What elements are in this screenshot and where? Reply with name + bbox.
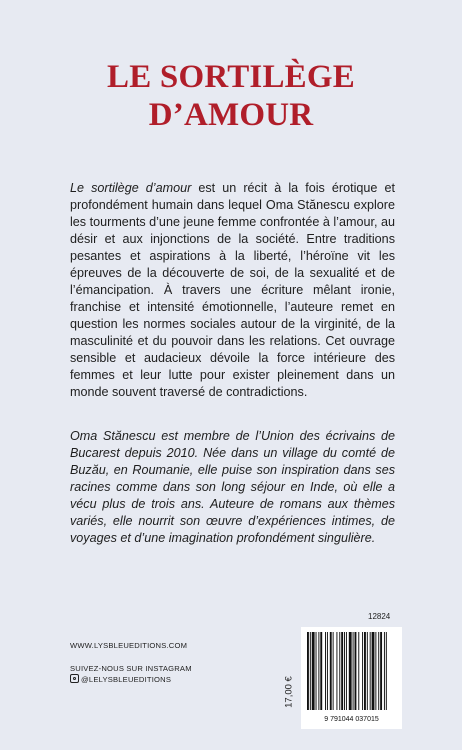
barcode-bar xyxy=(333,632,334,710)
barcode-bar xyxy=(375,632,376,710)
publisher-footer xyxy=(70,640,192,685)
barcode-bar xyxy=(353,632,354,710)
barcode-bar xyxy=(341,632,343,710)
author-bio: Oma Stănescu est membre de l’Union des écrivains de Bucarest depuis 2010. Née dans un village du comté de Buzău, en Roumanie, elle puise son inspiration dans ses racines comme dans son long séjour en Inde, où elle a vécu plus de trois ans. Auteure de romans aux thèmes variés, elle nourrit son œuvre d’expériences intimes, de voyages et d’une imagination profondément singulière. xyxy=(70,429,395,545)
synopsis-paragraph xyxy=(70,180,395,401)
title-line-1: LE SORTILÈGE xyxy=(107,59,355,95)
price-text: 17,00 € xyxy=(283,676,295,708)
barcode-bar xyxy=(380,632,382,710)
barcode-bar xyxy=(310,632,311,710)
synopsis-italic-title: Le sortilège d’amour xyxy=(70,181,192,195)
barcode-bar xyxy=(344,632,345,710)
synopsis-text: est un récit à la fois érotique et profondément humain dans lequel Oma Stănescu explore les tourments d’une jeune femme confrontée à l’amour, au désir et aux injonctions de la société. Entre traditions pesantes et aspirations à la liberté, l’héroïne vit les épreuves de la découverte de soi, de la sexualité et de l’émancipation. À travers une écriture mêlant ironie, franchise et intensité émotionnelle, l’auteure remet en question les normes sociales autour de la virginité, de la masculinité et du pouvoir dans les relations. Cet ouvrage sensible et audacieux dévoile la force intérieure des femmes et leur lutte pour exister pleinement dans un monde souvent traversé de contradictions. xyxy=(70,181,395,399)
barcode-bar xyxy=(349,632,352,710)
barcode-digits: 9 791044 037015 xyxy=(324,716,379,723)
barcode-graphic xyxy=(301,627,402,729)
barcode-bar xyxy=(384,632,385,710)
barcode-bar xyxy=(339,632,340,710)
product-code: 12824 xyxy=(368,612,391,621)
barcode-bar xyxy=(372,632,375,710)
barcode-bar xyxy=(358,632,359,710)
barcode-bar xyxy=(325,632,326,710)
barcode-bar xyxy=(336,632,337,710)
barcode-bar xyxy=(367,632,368,710)
barcode-bar xyxy=(312,632,315,710)
website-link[interactable]: WWW.LYSBLEUEDITIONS.COM xyxy=(70,641,188,650)
title-line-2: D’AMOUR xyxy=(148,97,314,133)
barcode-bar xyxy=(355,632,357,710)
barcode-bar xyxy=(318,632,319,710)
barcode-bar xyxy=(364,632,366,710)
barcode-bar xyxy=(307,632,309,710)
barcode-bar xyxy=(320,632,322,710)
barcode-bar xyxy=(330,632,332,710)
barcode-bar xyxy=(316,632,317,710)
barcode-bar xyxy=(346,632,347,710)
instagram-handle-row[interactable] xyxy=(70,674,192,685)
price-label xyxy=(283,662,295,722)
instagram-icon xyxy=(70,674,79,683)
book-title xyxy=(0,58,462,134)
instagram-handle: @LELYSBLEUEDITIONS xyxy=(81,675,172,684)
barcode-bar xyxy=(378,632,379,710)
barcode-bar xyxy=(370,632,371,710)
barcode-bar xyxy=(362,632,363,710)
instagram-prompt: SUIVEZ-NOUS SUR INSTAGRAM xyxy=(70,664,192,673)
barcode-bar xyxy=(386,632,387,710)
isbn-barcode xyxy=(301,627,402,729)
barcode-bar xyxy=(327,632,328,710)
